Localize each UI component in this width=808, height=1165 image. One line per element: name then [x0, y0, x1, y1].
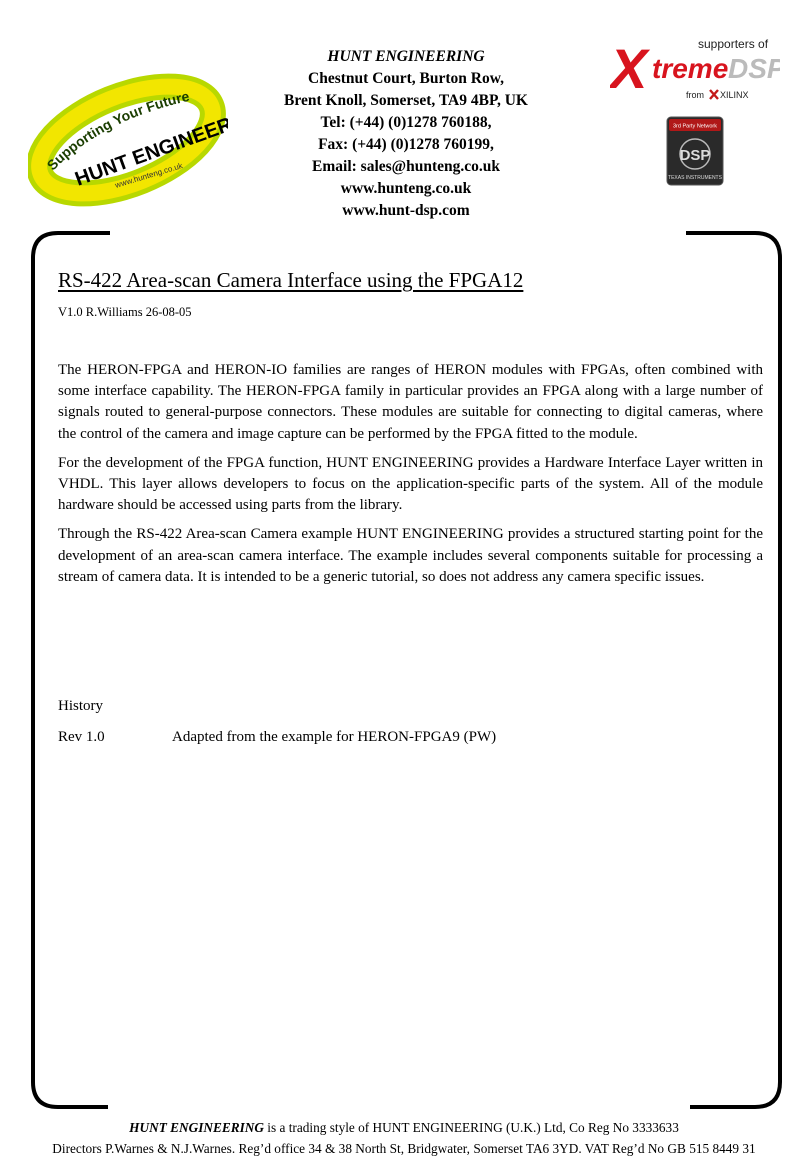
- document-version: V1.0 R.Williams 26-08-05: [58, 305, 192, 319]
- address-line2: Brent Knoll, Somerset, TA9 4BP, UK: [284, 92, 528, 109]
- paragraph-example: Through the RS-422 Area-scan Camera example HUNT ENGINEERING provides a structured starting point for the development of an area-scan camera interface. The example includes several components suitable for processing a stream of camera data. It is intended to be a generic tutorial, so does not address any camera specific issues.: [58, 526, 763, 585]
- ti-dsp-text: DSP: [679, 147, 711, 164]
- footer-company: HUNT ENGINEERING: [129, 1120, 264, 1135]
- document-title: RS-422 Area-scan Camera Interface using the FPGA12: [58, 268, 524, 292]
- paragraph-intro: The HERON-FPGA and HERON-IO families are ranges of HERON modules with FPGAs, often combined with some interface capability. The HERON-FPGA family in particular provides an FPGA along with a large number of signals routed to general-purpose connectors. These modules are suitable for connecting to digital cameras, where the control of the camera and image capture can be performed by the FPGA fitted to the module.: [58, 362, 763, 442]
- address-fax: Fax: (+44) (0)1278 760199,: [318, 136, 494, 153]
- ti-top-text: 3rd Party Network: [672, 123, 718, 130]
- address-web2[interactable]: www.hunt-dsp.com: [342, 202, 470, 219]
- address-web1[interactable]: www.hunteng.co.uk: [340, 180, 472, 197]
- address-email[interactable]: Email: sales@hunteng.co.uk: [312, 158, 500, 175]
- company-address: [240, 46, 572, 222]
- xtreme-x-glyph: X: [610, 37, 648, 100]
- page-footer: [0, 1117, 808, 1159]
- xtreme-from-text: from: [686, 90, 704, 100]
- history-heading: History: [58, 698, 103, 714]
- xtreme-supporters-text: supporters of: [698, 37, 769, 51]
- address-line1: Chestnut Court, Burton Row,: [308, 70, 504, 87]
- xtreme-treme-text: treme: [652, 53, 729, 84]
- band-text: Supporting Your Future: [43, 87, 191, 174]
- history-entry: [58, 729, 763, 746]
- xtreme-xilinx-text: XILINX: [720, 90, 749, 100]
- logo-url-text: www.hunteng.co.uk: [114, 161, 184, 190]
- footer-line2: Directors P.Warnes & N.J.Warnes. Reg’d office 34 & 38 North St, Bridgwater, Somerset TA6 3YD. VAT Reg’d No GB 515 8449 31: [52, 1141, 756, 1156]
- xilinx-icon: [710, 90, 718, 99]
- ti-dsp-logo: [666, 116, 724, 186]
- address-tel: Tel: (+44) (0)1278 760188,: [320, 114, 492, 131]
- footer-line1-rest: is a trading style of HUNT ENGINEERING (U.K.) Ltd, Co Reg No 3333633: [263, 1120, 679, 1135]
- ti-bottom-text: TEXAS INSTRUMENTS: [668, 175, 722, 181]
- hunt-engineering-logo: [28, 62, 228, 212]
- xtreme-dsp-logo: [610, 34, 780, 106]
- footer-line1: [0, 1117, 808, 1138]
- document-body: [58, 360, 763, 596]
- paragraph-development: For the development of the FPGA function, HUNT ENGINEERING provides a Hardware Interface Layer written in VHDL. This layer allows developers to focus on the application-specific parts of the system. All of the module hardware should be accessed using parts from the library.: [58, 454, 763, 514]
- history-description: Adapted from the example for HERON-FPGA9 (PW): [172, 729, 497, 745]
- address-company: HUNT ENGINEERING: [327, 48, 485, 65]
- xtreme-dsp-text: DSP: [728, 53, 780, 84]
- logo-brand-text: HUNT ENGINEERING: [72, 101, 228, 191]
- history-rev: Rev 1.0: [58, 729, 105, 745]
